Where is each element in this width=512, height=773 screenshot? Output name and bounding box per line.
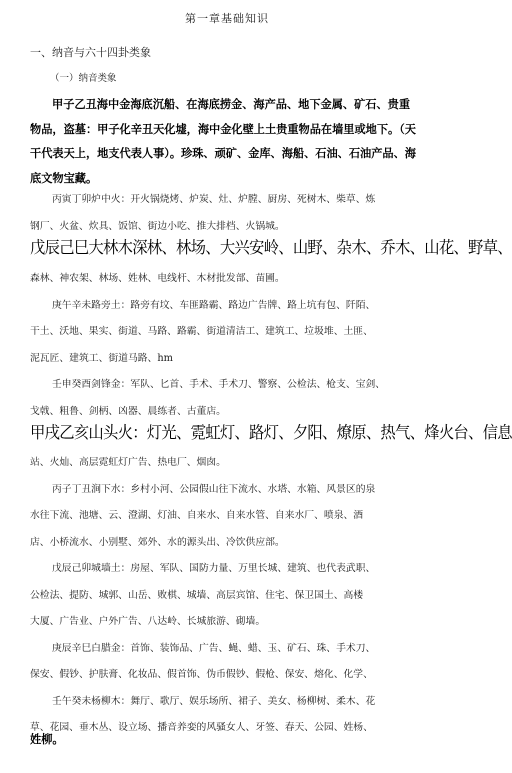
text-line: 大厦、广告业、户外广告、八达岭、长城旅游、砌墙。	[30, 616, 266, 627]
text-line: 干土、沃地、果实、街道、马路、路霸、街道清洁工、建筑工、垃圾堆、土匪、	[30, 326, 373, 337]
text-line: 公检法、提防、城郭、山岳、败棋、城墙、高层宾馆、住宅、保卫国土、高楼	[30, 589, 364, 601]
big-handwritten-line-1	[30, 234, 512, 262]
text-line: 物品，盗墓：甲子化辛丑天化墟，海中金化壁上土贵重物品在墙里或地下。（天	[30, 121, 416, 136]
intro-paragraph	[30, 92, 416, 190]
text-line: 戊辰己卯城墙土：房屋、军队、国防力量、万里长城、建筑、也代表武职、	[52, 563, 376, 574]
entry-block-b	[30, 266, 410, 425]
text-line: 壬午癸未杨柳木：舞厅、歌厅、娱乐场所、裙子、美女、杨柳树、柔木、花	[52, 695, 376, 707]
text-line: 庚午辛未路旁土：路旁有坟、车匪路霸、路边广告牌、路上坑有包、阡陌、	[52, 299, 376, 311]
text-line: 庚辰辛巳白腊金：首饰、装饰品、广告、蝇、蜡、玉、矿石、珠、手术刀、	[52, 642, 376, 654]
final-line	[30, 727, 410, 752]
text-line: 丙寅丁卯炉中火：开火锅烧烤、炉炭、灶、炉膛、厨房、死树木、柴草、炼	[52, 194, 376, 205]
text-line: 底文物宝藏。	[30, 170, 98, 185]
subsection-heading: （一）纳音类象	[50, 73, 117, 84]
text-line: 森林、神农架、林场、姓林、电线杆、木材批发部、苗圃。	[30, 273, 285, 284]
text-line: 干代表天上，地支代表人事）。珍珠、顽矿、金库、海船、石油、石油产品、海	[30, 146, 416, 160]
text-line: 水往下流、池塘、云、澄湖、灯油、自来水、自来水管、自来水厂、喷泉、酒	[30, 510, 364, 521]
big-handwritten-line-2	[30, 419, 512, 447]
text-line: 甲戌乙亥山头火：灯光、霓虹灯、路灯、夕阳、燎原、热气、烽火台、信息	[30, 423, 512, 442]
text-line: 丙子丁丑涧下水：乡村小河、公园假山往下流水、水塔、水箱、风景区的泉	[52, 483, 376, 495]
entry-block-c	[30, 450, 410, 742]
text-line: 泥瓦匠、建筑工、街道马路、hm	[30, 352, 173, 364]
text-line: 站、火灿、高层霓虹灯广告、热电厂、烟囱。	[30, 457, 226, 468]
text-line: 甲子乙丑海中金海底沉船、在海底捞金、海产品、地下金属、矿石、贵重	[52, 97, 411, 111]
text-line: 姓柳。	[30, 732, 64, 746]
text-line: 钢厂、火盆、炊具、饭馆、街边小吃、推大排档、火锅城。	[30, 220, 285, 232]
text-line: 草、花园、垂木丛、设立场、播音养娈的风骚女人、牙签、春天、公园、姓杨、	[30, 722, 373, 733]
text-line: 保安、假钞、护肤膏、化妆品、假首饰、伪币假钞、假枪、保安、熔化、化学、	[30, 669, 373, 680]
section-heading: 一、纳音与六十四卦类象	[30, 46, 151, 59]
text-line: 壬申癸酉剑锋金：军队、匕首、手术、手术刀、警察、公检法、枪支、宝剑、	[52, 379, 386, 390]
text-line: 店、小桥流水、小别墅、郊外、水的源头出、冷饮供应部。	[30, 536, 285, 548]
text-line: 戊辰己巳大林木深林、林场、大兴安岭、山野、杂木、乔木、山花、野草、	[30, 238, 512, 257]
text-line: 戈戟、粗鲁、剑柄、凶器、晨练者、古董店。	[30, 405, 226, 417]
chapter-title: 第一章基础知识	[185, 12, 269, 25]
entry-block-a	[30, 187, 410, 240]
